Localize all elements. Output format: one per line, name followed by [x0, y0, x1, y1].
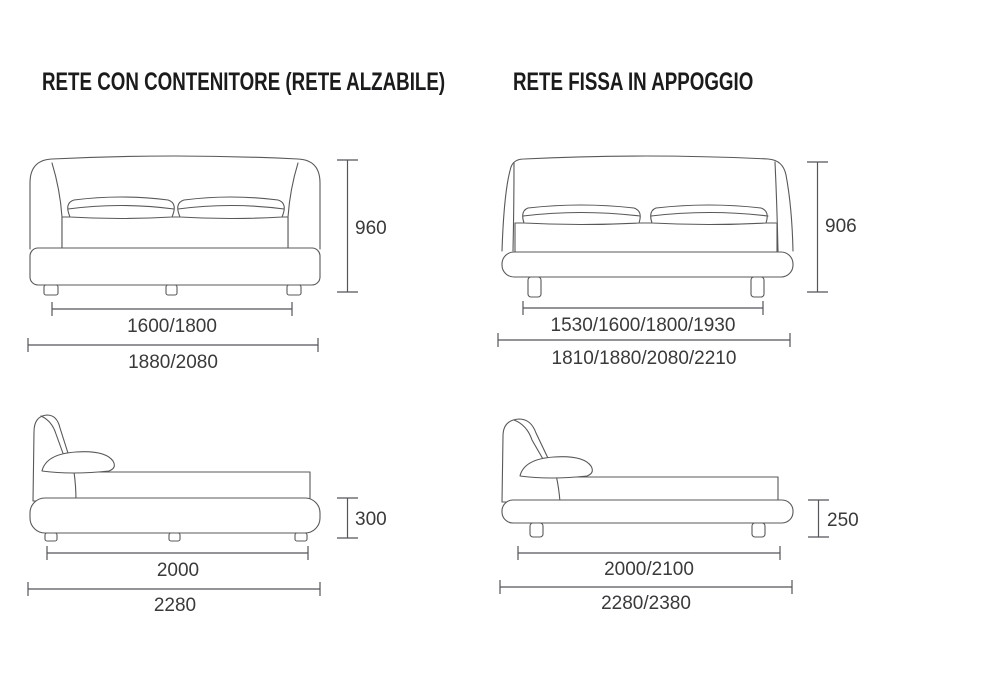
base-height-dimension-label: 300: [355, 509, 387, 530]
fixed-side-overall-length-dimension: [500, 580, 792, 614]
base-height-dimension-label: 250: [827, 510, 859, 531]
fixed-bed-side-view: [480, 400, 900, 625]
fixed-front-slat-width-dimension: [523, 301, 763, 336]
fixed-side-height-dimension: [808, 500, 859, 537]
foot-center: [169, 533, 180, 541]
mattress: [42, 472, 310, 500]
leg-right: [752, 523, 765, 537]
storage-bed-front-drawing: [30, 156, 320, 295]
storage-front-overall-width-dimension: [28, 338, 318, 373]
storage-bed-front-view: [20, 145, 400, 380]
foot-left: [45, 533, 57, 541]
leg-left: [530, 523, 543, 537]
overall-width-dimension-label: 1880/2080: [128, 352, 218, 373]
bed-base: [502, 252, 793, 277]
fixed-bed-side-drawing: [502, 419, 793, 537]
mattress: [62, 217, 288, 248]
overall-length-dimension-label: 2280: [153, 595, 197, 616]
slat-width-dimension-label: 1600/1800: [127, 316, 217, 337]
frame-right-panel-inner-edge: [288, 163, 298, 248]
storage-front-height-dimension: [337, 160, 387, 292]
storage-bed-title: RETE CON CONTENITORE (RETE ALZABILE): [42, 68, 446, 96]
fixed-front-overall-width-dimension: [498, 333, 790, 369]
storage-base: [30, 498, 320, 533]
foot-right: [295, 533, 307, 541]
leg-right: [751, 277, 764, 297]
slat-width-dimension-label: 1530/1600/1800/1930: [550, 315, 736, 336]
storage-base: [30, 248, 320, 285]
storage-bed-side-view: [10, 400, 410, 625]
storage-bed-side-drawing: [30, 415, 320, 541]
mattress: [515, 223, 777, 252]
storage-front-slat-width-dimension: [52, 302, 292, 337]
fixed-bed-front-drawing: [502, 156, 793, 297]
slat-length-dimension-label: 2000/2100: [604, 559, 694, 580]
height-dimension-label: 906: [825, 216, 857, 237]
slat-length-dimension-label: 2000: [156, 560, 200, 581]
storage-side-slat-length-dimension: [47, 546, 308, 581]
fixed-bed-title: RETE FISSA IN APPOGGIO: [513, 68, 754, 96]
foot-left: [44, 285, 58, 295]
leg-left: [528, 277, 541, 297]
overall-length-dimension-label: 2280/2380: [601, 593, 691, 614]
storage-side-overall-length-dimension: [28, 582, 320, 616]
frame-left-panel-inner-edge: [52, 163, 62, 248]
fixed-front-height-dimension: [807, 162, 857, 292]
height-dimension-label: 960: [355, 218, 387, 239]
storage-side-height-dimension: [337, 498, 387, 538]
frame-left-panel-inner-edge: [513, 163, 514, 251]
foot-right: [287, 285, 301, 295]
fixed-bed-front-view: [480, 145, 860, 380]
bed-base: [502, 500, 793, 523]
overall-width-dimension-label: 1810/1880/2080/2210: [551, 348, 737, 369]
fixed-side-slat-length-dimension: [518, 546, 780, 580]
foot-center: [166, 285, 177, 295]
